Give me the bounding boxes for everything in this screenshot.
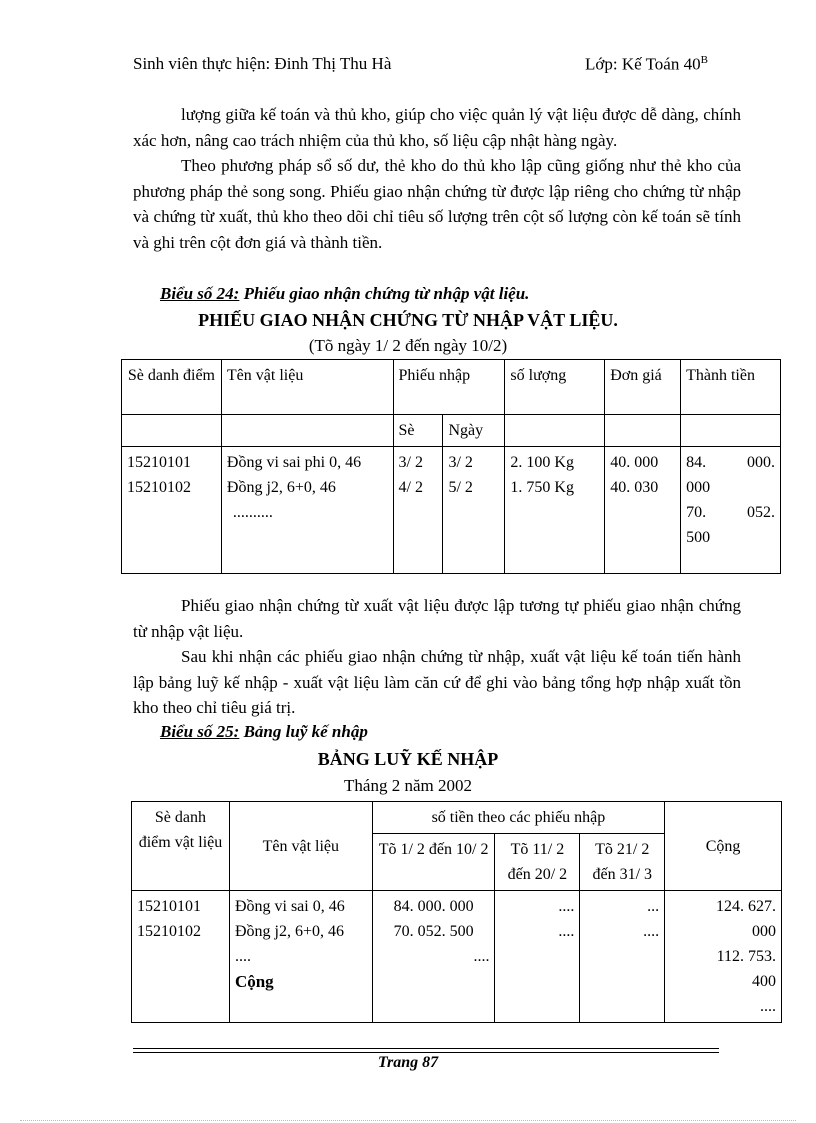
total-cell bbox=[665, 891, 782, 1023]
header-name: Tên vật liệu bbox=[221, 360, 393, 415]
row2-price: 40. 030 bbox=[610, 479, 659, 496]
sum-label: Cộng bbox=[234, 972, 274, 991]
empty-cell bbox=[122, 415, 222, 447]
header-no: Sè bbox=[393, 415, 443, 447]
header-amount: Thành tiền bbox=[681, 360, 781, 415]
page-edge bbox=[20, 1120, 796, 1121]
table24-subtitle: (Tõ ngày 1/ 2 đến ngày 10/2) bbox=[308, 336, 508, 355]
row2-no: 4/ 2 bbox=[398, 479, 423, 496]
row1-total-a: 124. 627. bbox=[716, 898, 776, 915]
header-date: Ngày bbox=[443, 415, 505, 447]
empty-cell bbox=[221, 415, 393, 447]
header-code: Sè danh điểm vật liệu bbox=[132, 802, 230, 891]
date-cell bbox=[443, 447, 505, 574]
row1-amount bbox=[686, 450, 775, 475]
table25-title: BẢNG LUỸ KẾ NHẬP bbox=[317, 749, 499, 769]
row2-name: Đồng j2, 6+0, 46 bbox=[234, 923, 344, 940]
p1-ellipsis: .... bbox=[473, 948, 490, 965]
period3-cell bbox=[580, 891, 665, 1023]
empty-cell bbox=[605, 415, 681, 447]
row-ellipsis: .......... bbox=[232, 504, 273, 521]
row2-code: 15210102 bbox=[137, 923, 201, 940]
table-row bbox=[122, 447, 781, 574]
row1-no: 3/ 2 bbox=[398, 454, 423, 471]
header-code: Sè danh điểm bbox=[122, 360, 222, 415]
empty-cell bbox=[681, 415, 781, 447]
header-period-1: Tõ 1/ 2 đến 10/ 2 bbox=[372, 834, 495, 891]
cumulative-table bbox=[131, 801, 782, 1023]
empty-cell bbox=[505, 415, 605, 447]
header-group: số tiền theo các phiếu nhập bbox=[372, 802, 664, 834]
header-total: Cộng bbox=[665, 802, 782, 891]
table-header-row bbox=[132, 802, 782, 834]
row2-total-b: 400 bbox=[752, 973, 776, 990]
row2-code: 15210102 bbox=[127, 479, 191, 496]
no-cell bbox=[393, 447, 443, 574]
header-receipt: Phiếu nhập bbox=[393, 360, 505, 415]
paragraph-1: lượng giữa kế toán và thủ kho, giúp cho việc quản lý vật liệu được dễ dàng, chính xác hơn, nâng cao trách nhiệm của thủ kho, số liệu cập nhật hàng ngày. bbox=[133, 105, 741, 150]
header-price: Đơn giá bbox=[605, 360, 681, 415]
table-row bbox=[132, 891, 782, 1023]
table24-title: PHIẾU GIAO NHẬN CHỨNG TỪ NHẬP VẬT LIỆU. bbox=[198, 310, 618, 330]
page-number: Trang 87 bbox=[377, 1054, 439, 1071]
table-subheader-row bbox=[122, 415, 781, 447]
table25-subtitle: Tháng 2 năm 2002 bbox=[344, 776, 472, 795]
row2-amount-a: 70. bbox=[686, 504, 707, 521]
row2-date: 5/ 2 bbox=[448, 479, 473, 496]
header-class-sup: B bbox=[700, 54, 708, 66]
footer-rule-bottom bbox=[133, 1052, 719, 1053]
caption-25 bbox=[160, 722, 368, 742]
header-student: Sinh viên thực hiện: Đinh Thị Thu Hà bbox=[133, 54, 392, 73]
row1-total-b: 000 bbox=[752, 923, 776, 940]
row1-code: 15210101 bbox=[137, 898, 201, 915]
row-ellipsis: .... bbox=[234, 948, 251, 965]
code-cell bbox=[132, 891, 230, 1023]
receipt-table bbox=[121, 359, 781, 574]
header-qty: số lượng bbox=[505, 360, 605, 415]
table-header-row bbox=[122, 360, 781, 415]
header-period-3: Tõ 21/ 2 đến 31/ 3 bbox=[580, 834, 665, 891]
header-class-text: Lớp: Kế Toán 40 bbox=[585, 54, 701, 74]
row1-p3: ... bbox=[647, 898, 660, 915]
row1-price: 40. 000 bbox=[610, 454, 659, 471]
caption-25-label: Biểu số 25: bbox=[160, 722, 240, 741]
period1-cell bbox=[372, 891, 495, 1023]
amount-cell bbox=[681, 447, 781, 574]
price-cell bbox=[605, 447, 681, 574]
name-cell bbox=[229, 891, 372, 1023]
caption-24-label: Biểu số 24: bbox=[160, 284, 240, 303]
row2-total-a: 112. 753. bbox=[716, 948, 776, 965]
row2-name: Đồng j2, 6+0, 46 bbox=[226, 479, 336, 496]
header-period-2: Tõ 11/ 2 đến 20/ 2 bbox=[495, 834, 580, 891]
row1-name: Đồng vi sai 0, 46 bbox=[234, 898, 345, 915]
row2-amount-b: 052. bbox=[747, 504, 775, 521]
row1-p2: .... bbox=[558, 898, 575, 915]
row1-code: 15210101 bbox=[127, 454, 191, 471]
row2-p3: .... bbox=[643, 923, 660, 940]
period2-cell bbox=[495, 891, 580, 1023]
row1-amount-a: 84. bbox=[686, 454, 707, 471]
qty-cell bbox=[505, 447, 605, 574]
row2-amount bbox=[686, 500, 775, 525]
total-ellipsis: .... bbox=[760, 998, 776, 1015]
header-name: Tên vật liệu bbox=[229, 802, 372, 891]
caption-25-text: Bảng luỹ kế nhập bbox=[239, 722, 368, 741]
row1-date: 3/ 2 bbox=[448, 454, 473, 471]
caption-24-text: Phiếu giao nhận chứng từ nhập vật liệu. bbox=[239, 284, 530, 303]
name-cell bbox=[221, 447, 393, 574]
row1-qty: 2. 100 Kg bbox=[510, 454, 574, 471]
body-text-middle bbox=[133, 593, 741, 721]
body-text-top bbox=[133, 102, 741, 255]
paragraph-4: Sau khi nhận các phiếu giao nhận chứng từ nhập, xuất vật liệu kế toán tiến hành lập bảng luỹ kế nhập - xuất vật liệu làm căn cứ để ghi vào bảng tổng hợp nhập xuất tồn kho theo chỉ tiêu giá trị. bbox=[133, 647, 741, 717]
header-class bbox=[585, 54, 708, 75]
caption-24 bbox=[160, 284, 529, 304]
row1-amount-c: 000 bbox=[686, 479, 711, 496]
row1-name: Đồng vi sai phi 0, 46 bbox=[226, 454, 362, 471]
code-cell bbox=[122, 447, 222, 574]
row1-p1: 84. 000. 000 bbox=[393, 898, 474, 915]
row1-amount-b: 000. bbox=[747, 454, 775, 471]
row2-amount-c: 500 bbox=[686, 529, 711, 546]
row2-p2: .... bbox=[558, 923, 575, 940]
paragraph-2: Theo phương pháp sổ số dư, thẻ kho do thủ kho lập cũng giống như thẻ kho của phương pháp thẻ song song. Phiếu giao nhận chứng từ được lập riêng cho chứng từ nhập và chứng từ xuất, thủ kho theo dõi chỉ tiêu số lượng trên cột số lượng còn kế toán sẽ tính và ghi trên cột đơn giá và thành tiền. bbox=[133, 156, 741, 252]
row2-p1: 70. 052. 500 bbox=[393, 923, 474, 940]
footer-rule-top bbox=[133, 1048, 719, 1049]
row2-qty: 1. 750 Kg bbox=[510, 479, 574, 496]
paragraph-3: Phiếu giao nhận chứng từ xuất vật liệu được lập tương tự phiếu giao nhận chứng từ nhập vật liệu. bbox=[133, 596, 741, 641]
